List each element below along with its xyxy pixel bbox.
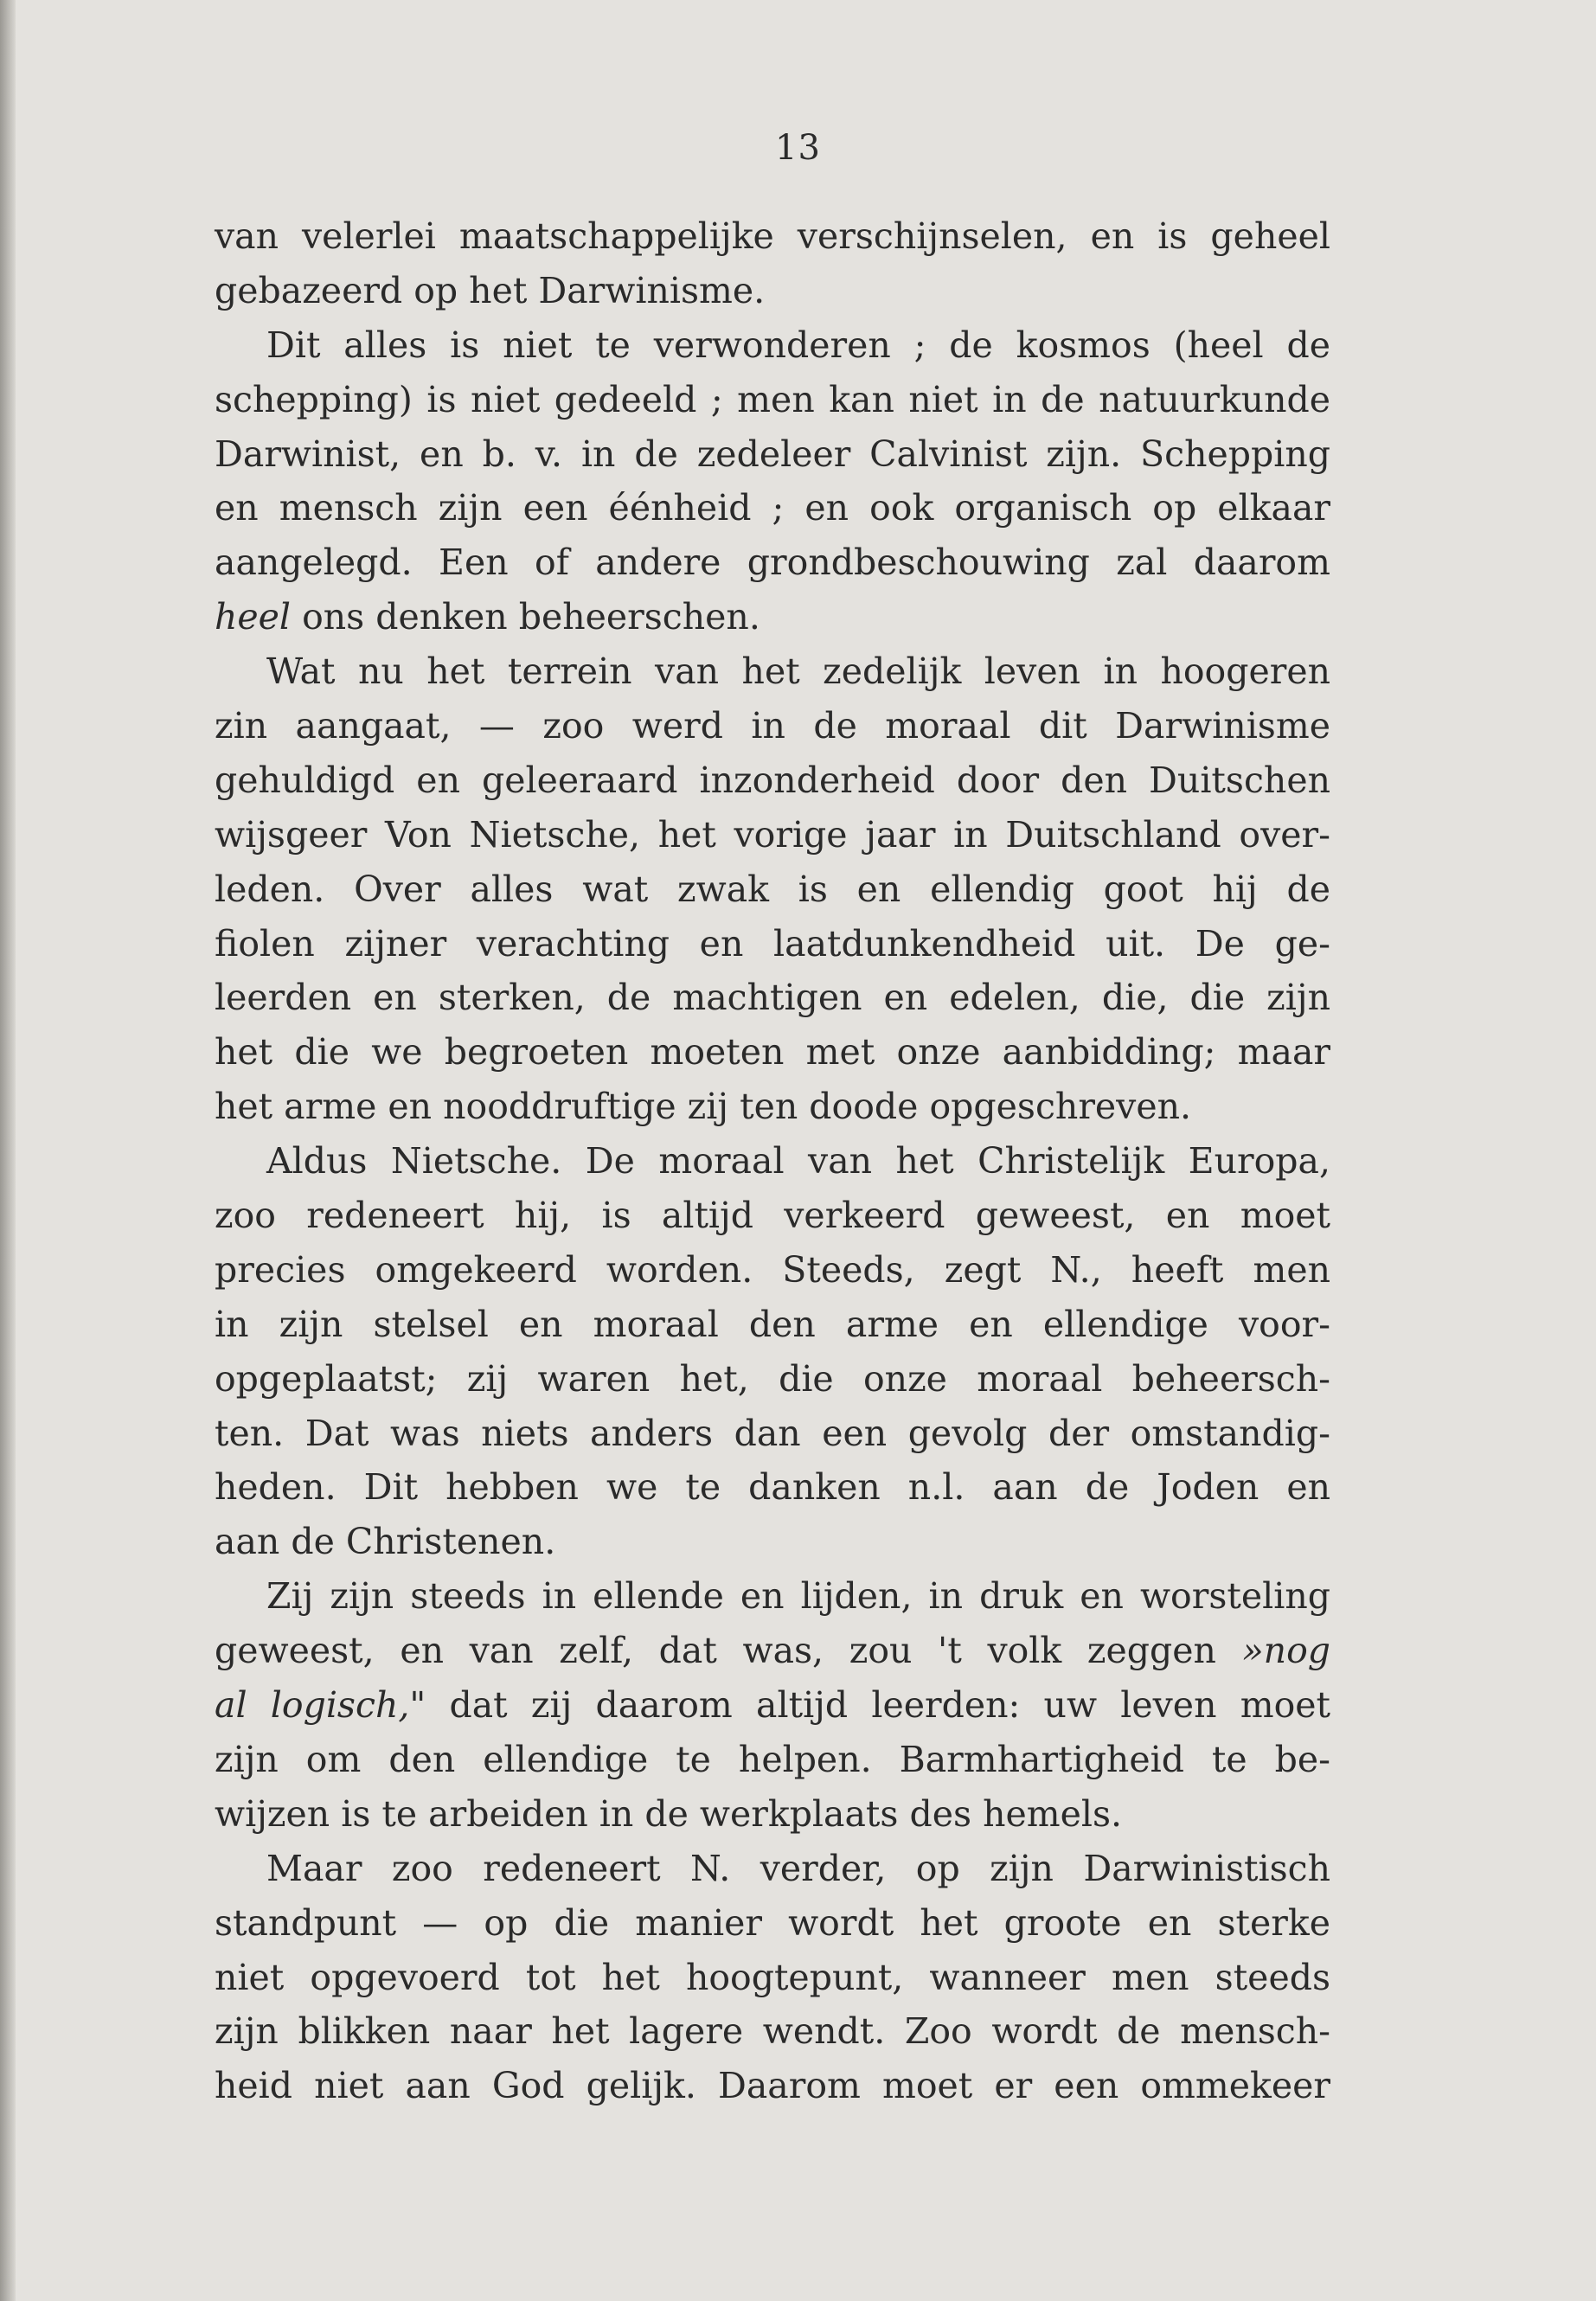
text-line: wijsgeer Von Nietsche, het vorige jaar in Duitschland over- xyxy=(215,813,1330,856)
text-line: Darwinist, en b. v. in de zedeleer Calvinist zijn. Schepping xyxy=(215,433,1330,475)
page-number: 13 xyxy=(775,128,821,168)
spine-shadow xyxy=(0,0,16,2301)
text-line: Dit alles is niet te verwonderen ; de kosmos (heel de xyxy=(266,324,1330,366)
text-line: zijn om den ellendige te helpen. Barmhartigheid te be- xyxy=(215,1738,1330,1780)
text-line xyxy=(215,590,1330,644)
text-line: Maar zoo redeneert N. verder, op zijn Darwinistisch xyxy=(266,1847,1330,1889)
line-text: geweest, en van zelf, dat was, zou 't volk zeggen xyxy=(215,1630,1242,1672)
text-line: het die we begroeten moeten met onze aanbidding; maar xyxy=(215,1031,1330,1074)
text-line: in zijn stelsel en moraal den arme en ellendige voor- xyxy=(215,1303,1330,1345)
line-text: ons denken beheerschen. xyxy=(291,596,760,638)
text-line: schepping) is niet gedeeld ; men kan niet in de natuurkunde xyxy=(215,378,1330,420)
text-line: Wat nu het terrein van het zedelijk leven in hoogeren xyxy=(266,651,1330,693)
text-line: zoo redeneert hij, is altijd verkeerd geweest, en moet xyxy=(215,1195,1330,1237)
text-line: leerden en sterken, de machtigen en edelen, die, die zijn xyxy=(215,977,1330,1019)
italic-text: heel xyxy=(215,596,292,638)
text-line: leden. Over alles wat zwak is en ellendig goot hij de xyxy=(215,868,1330,910)
text-line: heid niet aan God gelijk. Daarom moet er een ommekeer xyxy=(215,2065,1330,2107)
italic-text: al logisch, xyxy=(215,1684,410,1727)
italic-text: »nog xyxy=(1241,1630,1330,1672)
text-line: van velerlei maatschappelijke verschijnselen, en is geheel xyxy=(215,215,1330,257)
text-line: aangelegd. Een of andere grondbeschouwing zal daarom xyxy=(215,542,1330,584)
text-line: aan de Christenen. xyxy=(215,1521,556,1563)
text-line: Zij zijn steeds in ellende en lijden, in druk en worsteling xyxy=(266,1575,1330,1618)
body-text xyxy=(215,209,1330,2113)
text-line: zin aangaat, — zoo werd in de moraal dit Darwinisme xyxy=(215,705,1330,747)
text-line: het arme en nooddruftige zij ten doode opgeschreven. xyxy=(215,1086,1192,1128)
text-line xyxy=(215,1624,1330,1678)
text-line: zijn blikken naar het lagere wendt. Zoo wordt de mensch- xyxy=(215,2010,1330,2053)
text-line: en mensch zijn een éénheid ; en ook organisch op elkaar xyxy=(215,487,1330,529)
text-line: ten. Dat was niets anders dan een gevolg der omstandig- xyxy=(215,1412,1330,1454)
text-line: heden. Dit hebben we te danken n.l. aan de Joden en xyxy=(215,1466,1330,1509)
text-line: precies omgekeerd worden. Steeds, zegt N., heeft men xyxy=(215,1248,1330,1291)
line-text: " dat zij daarom altijd leerden: uw leven moet xyxy=(409,1684,1331,1727)
text-line: wijzen is te arbeiden in de werkplaats des hemels. xyxy=(215,1792,1123,1835)
text-line xyxy=(215,1678,1330,1733)
text-line: standpunt — op die manier wordt het groote en sterke xyxy=(215,1901,1330,1944)
text-line: fiolen zijner verachting en laatdunkendheid uit. De ge- xyxy=(215,922,1330,965)
text-line: Aldus Nietsche. De moraal van het Christelijk Europa, xyxy=(266,1140,1330,1183)
text-line: gehuldigd en geleeraard inzonderheid door den Duitschen xyxy=(215,759,1330,801)
text-line: opgeplaatst; zij waren het, die onze moraal beheersch- xyxy=(215,1357,1330,1400)
text-line: niet opgevoerd tot het hoogtepunt, wanneer men steeds xyxy=(215,1956,1330,1998)
text-line: gebazeerd op het Darwinisme. xyxy=(215,269,766,311)
